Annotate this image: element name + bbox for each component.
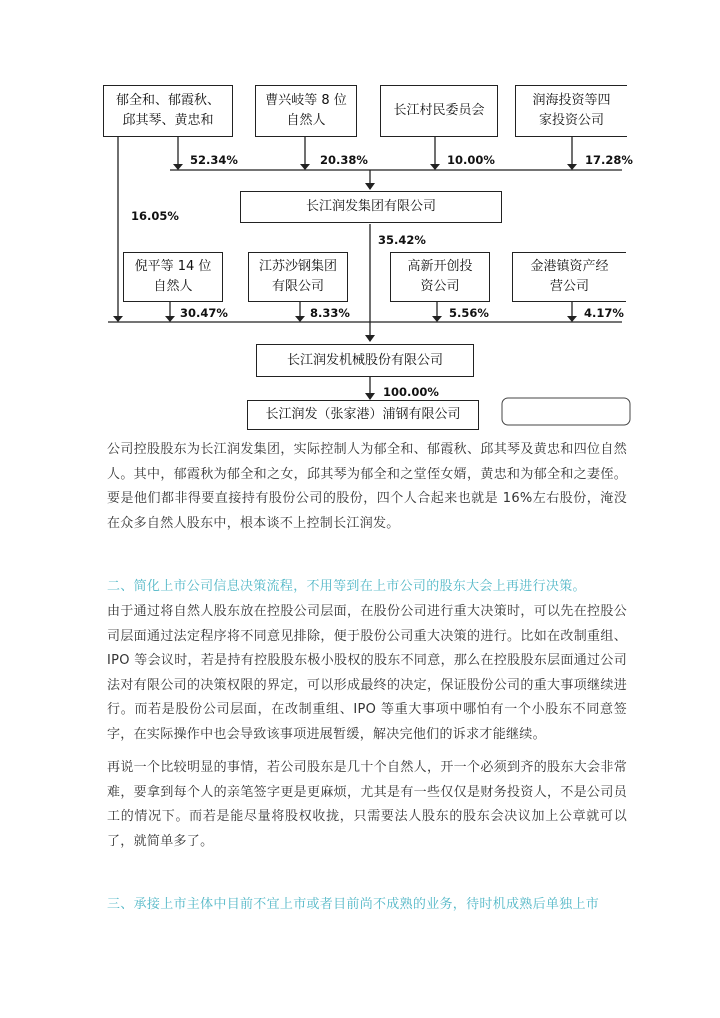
- pct-gaoxin: 5.56%: [449, 306, 489, 320]
- subsidiary-box: 长江润发（张家港）浦钢有限公司: [247, 400, 479, 430]
- shareholder-box-gaoxin: 高新开创投 资公司: [390, 252, 490, 302]
- heading-section-3: 三、承接上市主体中目前不宜上市或者目前尚不成熟的业务，待时机成熟后单独上市: [107, 897, 600, 912]
- shareholder-box-cao-xingqi: 曹兴岐等 8 位 自然人: [255, 85, 357, 137]
- pct-direct-holding: 16.05%: [131, 209, 179, 223]
- pct-subsidiary: 100.00%: [383, 385, 439, 399]
- shareholder-box-founders: 郁全和、郁霞秋、 邱其琴、黄忠和: [103, 85, 233, 137]
- paragraph-controlling-shareholder: 公司控股股东为长江润发集团，实际控制人为郁全和、郁霞秋、邱其琴及黄忠和四位自然人。其中，郁霞秋为郁全和之女，邱其琴为郁全和之堂侄女婿，黄忠和为郁全和之妻侄。要是他们都非得要直接持有股份公司的股份，四个人合起来也就是 16%左右股份，淹没在众多自然人股东中，根本谈不上控制长江润发。: [107, 442, 627, 531]
- heading-section-2: 二、简化上市公司信息决策流程，不用等到在上市公司的股东大会上再进行决策。: [107, 579, 586, 594]
- pct-runhai: 17.28%: [585, 153, 633, 167]
- shareholder-box-runhai: 润海投资等四 家投资公司: [515, 85, 627, 137]
- pct-jingang: 4.17%: [584, 306, 624, 320]
- group-company-box: 长江润发集团有限公司: [240, 191, 502, 223]
- pct-founders: 52.34%: [190, 153, 238, 167]
- pct-village-committee: 10.00%: [447, 153, 495, 167]
- pct-niping: 30.47%: [180, 306, 228, 320]
- shareholder-box-shagang: 江苏沙钢集团 有限公司: [248, 252, 348, 302]
- shareholder-box-jingang: 金港镇资产经 营公司: [512, 252, 626, 302]
- paragraph-decision-process: 由于通过将自然人股东放在控股公司层面，在股份公司进行重大决策时，可以先在控股公司层面通过法定程序将不同意见排除，便于股份公司重大决策的进行。比如在改制重组、IPO 等会议时，若是持有控股股东极小股权的股东不同意，那么在控股股东层面通过公司法对有限公司的决策权限的界定，可以形成最终的决定，保证股份公司的重大事项继续进行。而若是股份公司层面，在改制重组、IPO 等重大事项中哪怕有一个小股东不同意签字，在实际操作中也会导致该事项进展暂缓，解决完他们的诉求才能继续。: [107, 604, 627, 742]
- pct-group-to-listed: 35.42%: [378, 233, 426, 247]
- pct-shagang: 8.33%: [310, 306, 350, 320]
- shareholding-structure-chart: [0, 0, 720, 440]
- shareholder-box-niping: 倪平等 14 位 自然人: [123, 252, 223, 302]
- listed-company-box: 长江润发机械股份有限公司: [256, 344, 474, 377]
- shareholder-box-village-committee: 长江村民委员会: [380, 85, 498, 137]
- paragraph-shareholder-meeting: 再说一个比较明显的事情，若公司股东是几十个自然人，开一个必须到齐的股东大会非常难，要拿到每个人的亲笔签字更是更麻烦，尤其是有一些仅仅是财务投资人，不是公司员工的情况下。而若是能尽量将股权收拢，只需要法人股东的股东会决议加上公章就可以了，就简单多了。: [107, 760, 627, 849]
- pct-cao-xingqi: 20.38%: [320, 153, 368, 167]
